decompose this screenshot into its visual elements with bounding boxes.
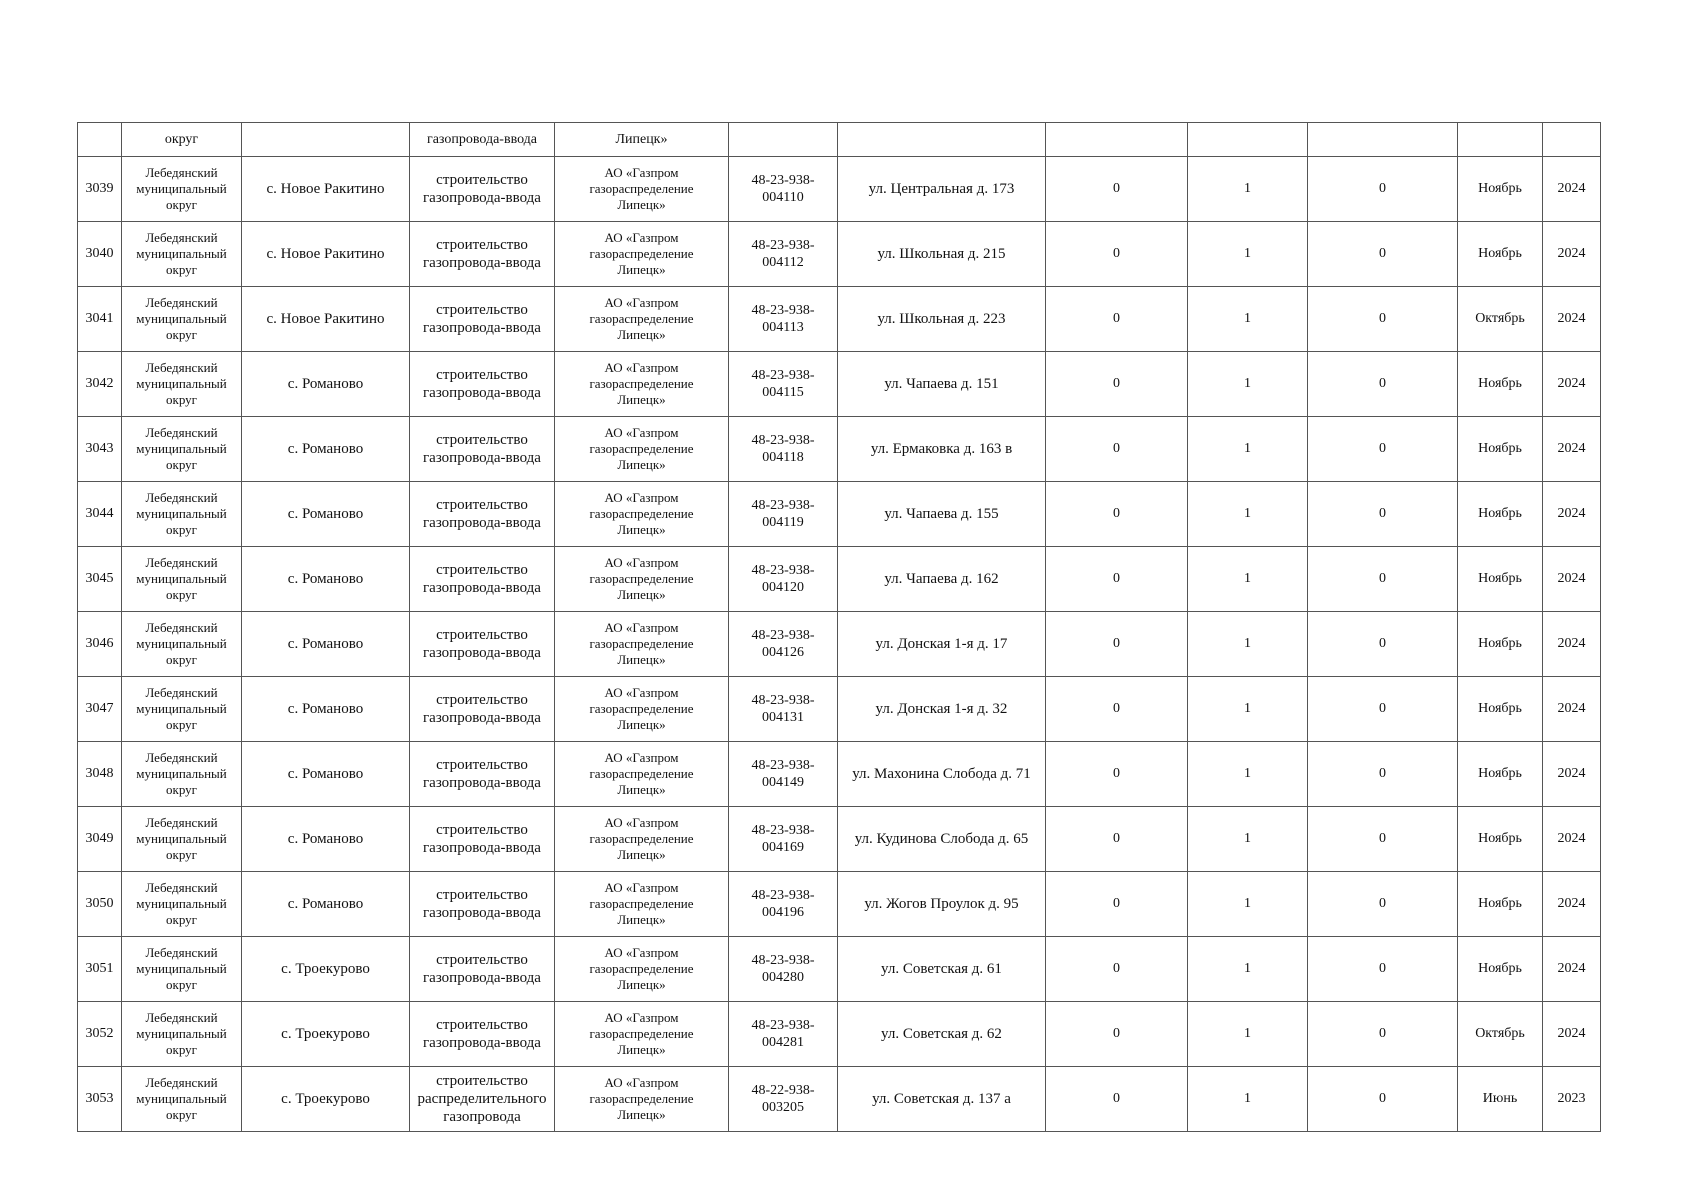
month-cell: Июнь [1458, 1067, 1543, 1132]
settlement-cell: с. Троекурово [242, 1067, 410, 1132]
row-number-cell: 3051 [78, 937, 122, 1002]
settlement-cell: с. Троекурово [242, 1002, 410, 1067]
row-number-cell: 3039 [78, 157, 122, 222]
cadastral-number-cell: 48-23-938- 004281 [729, 1002, 838, 1067]
table-row [78, 547, 1601, 612]
month-cell: Октябрь [1458, 1002, 1543, 1067]
municipality-cell: Лебедянский муниципальный округ [122, 352, 242, 417]
value-1-cell: 0 [1046, 742, 1188, 807]
table-row [78, 677, 1601, 742]
month-cell: Ноябрь [1458, 547, 1543, 612]
organization-cell: АО «Газпром газораспределение Липецк» [555, 807, 729, 872]
year-cell: 2024 [1543, 742, 1601, 807]
value-3-cell: 0 [1308, 417, 1458, 482]
settlement-cell: с. Троекурово [242, 937, 410, 1002]
row-number-cell: 3053 [78, 1067, 122, 1132]
value-1-cell: 0 [1046, 482, 1188, 547]
value-3-cell: 0 [1308, 352, 1458, 417]
table-row [78, 1067, 1601, 1132]
address-cell: ул. Донская 1-я д. 17 [838, 612, 1046, 677]
settlement-cell: с. Романово [242, 872, 410, 937]
municipality-cell: Лебедянский муниципальный округ [122, 872, 242, 937]
year-cell: 2024 [1543, 1002, 1601, 1067]
value-2-cell: 1 [1188, 937, 1308, 1002]
municipality-cell: Лебедянский муниципальный округ [122, 547, 242, 612]
table-row [78, 352, 1601, 417]
row-number-cell: 3052 [78, 1002, 122, 1067]
value-3-cell: 0 [1308, 287, 1458, 352]
value-3-cell: 0 [1308, 612, 1458, 677]
table-body [78, 123, 1601, 1132]
value-1-cell: 0 [1046, 547, 1188, 612]
value-1-cell: 0 [1046, 612, 1188, 677]
cadastral-number-cell: 48-23-938- 004196 [729, 872, 838, 937]
work-type-cell: строительство распределительного газопровода [410, 1067, 555, 1132]
value-3-cell: 0 [1308, 742, 1458, 807]
year-cell: 2024 [1543, 677, 1601, 742]
settlement-cell: с. Романово [242, 482, 410, 547]
municipality-cell: Лебедянский муниципальный округ [122, 157, 242, 222]
work-type-cell: строительство газопровода-ввода [410, 157, 555, 222]
row-number-cell: 3044 [78, 482, 122, 547]
municipality-cell: Лебедянский муниципальный округ [122, 937, 242, 1002]
value-2-cell: 1 [1188, 807, 1308, 872]
work-type-cell: строительство газопровода-ввода [410, 612, 555, 677]
municipality-cell: Лебедянский муниципальный округ [122, 417, 242, 482]
organization-cell: АО «Газпром газораспределение Липецк» [555, 157, 729, 222]
month-cell: Ноябрь [1458, 807, 1543, 872]
organization-cell: АО «Газпром газораспределение Липецк» [555, 222, 729, 287]
value-3-cell: 0 [1308, 482, 1458, 547]
table-row [78, 287, 1601, 352]
value-2-cell: 1 [1188, 742, 1308, 807]
row-number-cell: 3049 [78, 807, 122, 872]
row-number-cell [78, 123, 122, 157]
organization-cell: АО «Газпром газораспределение Липецк» [555, 287, 729, 352]
row-number-cell: 3041 [78, 287, 122, 352]
month-cell: Ноябрь [1458, 612, 1543, 677]
address-cell [838, 123, 1046, 157]
municipality-cell: Лебедянский муниципальный округ [122, 742, 242, 807]
work-type-cell: строительство газопровода-ввода [410, 1002, 555, 1067]
month-cell: Ноябрь [1458, 222, 1543, 287]
cadastral-number-cell [729, 123, 838, 157]
value-2-cell [1188, 123, 1308, 157]
row-number-cell: 3040 [78, 222, 122, 287]
cadastral-number-cell: 48-23-938- 004119 [729, 482, 838, 547]
settlement-cell [242, 123, 410, 157]
month-cell [1458, 123, 1543, 157]
organization-cell: Липецк» [555, 123, 729, 157]
work-type-cell: строительство газопровода-ввода [410, 677, 555, 742]
table-row [78, 742, 1601, 807]
address-cell: ул. Чапаева д. 162 [838, 547, 1046, 612]
municipality-cell: округ [122, 123, 242, 157]
table-row [78, 417, 1601, 482]
work-type-cell: строительство газопровода-ввода [410, 222, 555, 287]
gasification-table [77, 122, 1601, 1132]
value-2-cell: 1 [1188, 547, 1308, 612]
year-cell: 2024 [1543, 612, 1601, 677]
value-2-cell: 1 [1188, 222, 1308, 287]
year-cell: 2024 [1543, 157, 1601, 222]
organization-cell: АО «Газпром газораспределение Липецк» [555, 547, 729, 612]
organization-cell: АО «Газпром газораспределение Липецк» [555, 677, 729, 742]
table-row [78, 482, 1601, 547]
month-cell: Ноябрь [1458, 872, 1543, 937]
municipality-cell: Лебедянский муниципальный округ [122, 807, 242, 872]
value-2-cell: 1 [1188, 612, 1308, 677]
address-cell: ул. Советская д. 62 [838, 1002, 1046, 1067]
municipality-cell: Лебедянский муниципальный округ [122, 612, 242, 677]
year-cell: 2024 [1543, 287, 1601, 352]
row-number-cell: 3045 [78, 547, 122, 612]
address-cell: ул. Школьная д. 215 [838, 222, 1046, 287]
value-2-cell: 1 [1188, 157, 1308, 222]
municipality-cell: Лебедянский муниципальный округ [122, 222, 242, 287]
settlement-cell: с. Романово [242, 742, 410, 807]
organization-cell: АО «Газпром газораспределение Липецк» [555, 417, 729, 482]
settlement-cell: с. Новое Ракитино [242, 287, 410, 352]
month-cell: Октябрь [1458, 287, 1543, 352]
year-cell: 2024 [1543, 872, 1601, 937]
value-1-cell [1046, 123, 1188, 157]
address-cell: ул. Жогов Проулок д. 95 [838, 872, 1046, 937]
work-type-cell: газопровода-ввода [410, 123, 555, 157]
organization-cell: АО «Газпром газораспределение Липецк» [555, 352, 729, 417]
organization-cell: АО «Газпром газораспределение Липецк» [555, 937, 729, 1002]
value-2-cell: 1 [1188, 352, 1308, 417]
value-2-cell: 1 [1188, 1067, 1308, 1132]
municipality-cell: Лебедянский муниципальный округ [122, 1002, 242, 1067]
value-2-cell: 1 [1188, 872, 1308, 937]
value-3-cell: 0 [1308, 937, 1458, 1002]
address-cell: ул. Кудинова Слобода д. 65 [838, 807, 1046, 872]
value-1-cell: 0 [1046, 937, 1188, 1002]
year-cell: 2024 [1543, 547, 1601, 612]
municipality-cell: Лебедянский муниципальный округ [122, 482, 242, 547]
month-cell: Ноябрь [1458, 742, 1543, 807]
year-cell: 2024 [1543, 352, 1601, 417]
address-cell: ул. Махонина Слобода д. 71 [838, 742, 1046, 807]
cadastral-number-cell: 48-23-938- 004113 [729, 287, 838, 352]
value-3-cell: 0 [1308, 1067, 1458, 1132]
organization-cell: АО «Газпром газораспределение Липецк» [555, 612, 729, 677]
settlement-cell: с. Романово [242, 417, 410, 482]
organization-cell: АО «Газпром газораспределение Липецк» [555, 742, 729, 807]
address-cell: ул. Советская д. 61 [838, 937, 1046, 1002]
month-cell: Ноябрь [1458, 482, 1543, 547]
row-number-cell: 3043 [78, 417, 122, 482]
row-number-cell: 3050 [78, 872, 122, 937]
value-3-cell: 0 [1308, 807, 1458, 872]
settlement-cell: с. Романово [242, 612, 410, 677]
address-cell: ул. Центральная д. 173 [838, 157, 1046, 222]
work-type-cell: строительство газопровода-ввода [410, 352, 555, 417]
value-3-cell [1308, 123, 1458, 157]
value-1-cell: 0 [1046, 807, 1188, 872]
address-cell: ул. Чапаева д. 151 [838, 352, 1046, 417]
work-type-cell: строительство газопровода-ввода [410, 547, 555, 612]
value-1-cell: 0 [1046, 1067, 1188, 1132]
table-row [78, 807, 1601, 872]
year-cell: 2024 [1543, 222, 1601, 287]
year-cell: 2023 [1543, 1067, 1601, 1132]
work-type-cell: строительство газопровода-ввода [410, 482, 555, 547]
table-row [78, 937, 1601, 1002]
value-1-cell: 0 [1046, 1002, 1188, 1067]
settlement-cell: с. Романово [242, 547, 410, 612]
settlement-cell: с. Романово [242, 677, 410, 742]
cadastral-number-cell: 48-23-938- 004112 [729, 222, 838, 287]
cadastral-number-cell: 48-23-938- 004149 [729, 742, 838, 807]
address-cell: ул. Советская д. 137 а [838, 1067, 1046, 1132]
municipality-cell: Лебедянский муниципальный округ [122, 287, 242, 352]
organization-cell: АО «Газпром газораспределение Липецк» [555, 1002, 729, 1067]
month-cell: Ноябрь [1458, 937, 1543, 1002]
table-row [78, 612, 1601, 677]
municipality-cell: Лебедянский муниципальный округ [122, 1067, 242, 1132]
value-2-cell: 1 [1188, 482, 1308, 547]
work-type-cell: строительство газопровода-ввода [410, 417, 555, 482]
value-1-cell: 0 [1046, 222, 1188, 287]
work-type-cell: строительство газопровода-ввода [410, 807, 555, 872]
municipality-cell: Лебедянский муниципальный округ [122, 677, 242, 742]
work-type-cell: строительство газопровода-ввода [410, 742, 555, 807]
month-cell: Ноябрь [1458, 677, 1543, 742]
work-type-cell: строительство газопровода-ввода [410, 872, 555, 937]
cadastral-number-cell: 48-23-938- 004110 [729, 157, 838, 222]
value-1-cell: 0 [1046, 287, 1188, 352]
organization-cell: АО «Газпром газораспределение Липецк» [555, 1067, 729, 1132]
value-1-cell: 0 [1046, 352, 1188, 417]
row-number-cell: 3046 [78, 612, 122, 677]
value-3-cell: 0 [1308, 677, 1458, 742]
value-3-cell: 0 [1308, 1002, 1458, 1067]
organization-cell: АО «Газпром газораспределение Липецк» [555, 482, 729, 547]
continuation-row [78, 123, 1601, 157]
value-3-cell: 0 [1308, 157, 1458, 222]
value-2-cell: 1 [1188, 417, 1308, 482]
cadastral-number-cell: 48-23-938- 004169 [729, 807, 838, 872]
value-1-cell: 0 [1046, 157, 1188, 222]
value-2-cell: 1 [1188, 287, 1308, 352]
work-type-cell: строительство газопровода-ввода [410, 287, 555, 352]
cadastral-number-cell: 48-23-938- 004115 [729, 352, 838, 417]
settlement-cell: с. Новое Ракитино [242, 157, 410, 222]
cadastral-number-cell: 48-23-938- 004120 [729, 547, 838, 612]
cadastral-number-cell: 48-23-938- 004280 [729, 937, 838, 1002]
year-cell [1543, 123, 1601, 157]
year-cell: 2024 [1543, 417, 1601, 482]
value-2-cell: 1 [1188, 677, 1308, 742]
address-cell: ул. Донская 1-я д. 32 [838, 677, 1046, 742]
settlement-cell: с. Новое Ракитино [242, 222, 410, 287]
cadastral-number-cell: 48-23-938- 004126 [729, 612, 838, 677]
month-cell: Ноябрь [1458, 157, 1543, 222]
year-cell: 2024 [1543, 807, 1601, 872]
value-3-cell: 0 [1308, 547, 1458, 612]
value-1-cell: 0 [1046, 677, 1188, 742]
address-cell: ул. Чапаева д. 155 [838, 482, 1046, 547]
value-1-cell: 0 [1046, 417, 1188, 482]
value-2-cell: 1 [1188, 1002, 1308, 1067]
settlement-cell: с. Романово [242, 352, 410, 417]
cadastral-number-cell: 48-22-938- 003205 [729, 1067, 838, 1132]
month-cell: Ноябрь [1458, 417, 1543, 482]
cadastral-number-cell: 48-23-938- 004118 [729, 417, 838, 482]
year-cell: 2024 [1543, 482, 1601, 547]
organization-cell: АО «Газпром газораспределение Липецк» [555, 872, 729, 937]
value-3-cell: 0 [1308, 222, 1458, 287]
value-3-cell: 0 [1308, 872, 1458, 937]
row-number-cell: 3042 [78, 352, 122, 417]
work-type-cell: строительство газопровода-ввода [410, 937, 555, 1002]
address-cell: ул. Школьная д. 223 [838, 287, 1046, 352]
month-cell: Ноябрь [1458, 352, 1543, 417]
table-row [78, 1002, 1601, 1067]
table-row [78, 222, 1601, 287]
table-row [78, 157, 1601, 222]
year-cell: 2024 [1543, 937, 1601, 1002]
settlement-cell: с. Романово [242, 807, 410, 872]
cadastral-number-cell: 48-23-938- 004131 [729, 677, 838, 742]
value-1-cell: 0 [1046, 872, 1188, 937]
row-number-cell: 3047 [78, 677, 122, 742]
table-row [78, 872, 1601, 937]
address-cell: ул. Ермаковка д. 163 в [838, 417, 1046, 482]
row-number-cell: 3048 [78, 742, 122, 807]
